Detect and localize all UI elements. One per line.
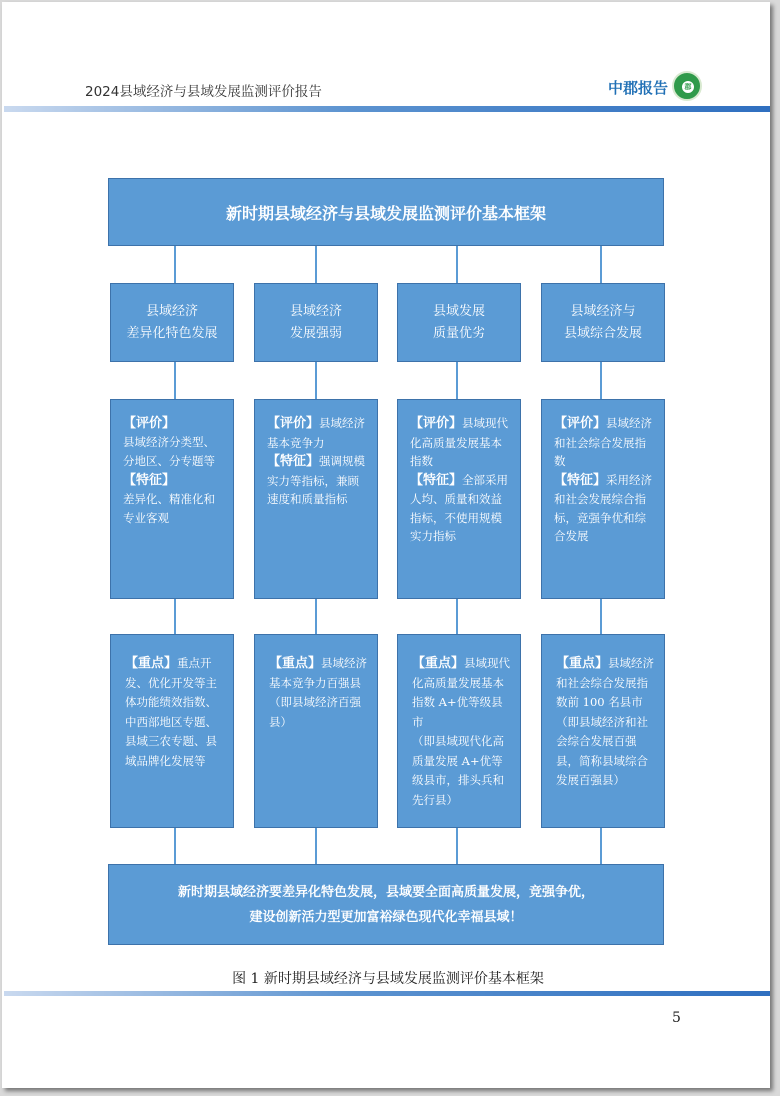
- tag-focus: 【重点】: [556, 656, 609, 671]
- detail-line: [123, 490, 223, 528]
- tag-feature: 【特征】: [123, 473, 176, 488]
- brand-name: 中郡报告: [608, 79, 669, 97]
- focus-box: [110, 634, 234, 828]
- connector: [315, 599, 317, 634]
- tag-feature: 【特征】: [410, 472, 463, 488]
- connector: [456, 362, 458, 399]
- connector: [174, 599, 176, 634]
- detail-box: [541, 399, 665, 599]
- focus-box: [254, 634, 378, 828]
- connector: [600, 599, 602, 634]
- detail-text: 采用经济和社会发展综合指标，竞强争优和综合发展: [554, 472, 653, 543]
- detail-line: [123, 433, 223, 471]
- tag-focus: 【重点】: [269, 656, 322, 671]
- focus-box: [541, 634, 665, 828]
- connector: [600, 828, 602, 864]
- tag-evaluation: 【评价】: [554, 416, 607, 431]
- detail-text: 差异化、精准化和专业客观: [123, 492, 215, 525]
- focus-text: 重点开发、优化开发等主体功能绩效指数、中西部地区专题、县域三农专题、县域品牌化发展等: [125, 656, 217, 768]
- tag-evaluation: 【评价】: [410, 416, 463, 431]
- tag-focus: 【重点】: [125, 656, 178, 671]
- tag-feature: 【特征】: [554, 472, 607, 488]
- diagram-title: 新时期县域经济与县域发展监测评价基本框架: [108, 178, 664, 246]
- detail-text: 县域现代化高质量发展基本指数: [410, 416, 509, 468]
- report-title: 2024县域经济与县域发展监测评价报告: [85, 84, 322, 100]
- detail-text: 县域经济基本竞争力: [267, 416, 366, 450]
- column-heading: 县域经济 发展强弱: [254, 283, 378, 362]
- focus-text: 县域现代化高质量发展基本指数 A+优等级县市 （即县域现代化高质量发展 A+优等级县市，排头兵和先行县）: [412, 656, 511, 807]
- connector: [600, 246, 602, 283]
- tag-feature: 【特征】: [267, 454, 320, 469]
- focus-text: 县域经济基本竞争力百强县（即县域经济百强县）: [269, 656, 368, 729]
- detail-box: [254, 399, 378, 599]
- header-rule: [4, 106, 770, 112]
- detail-box: [110, 399, 234, 599]
- tag-evaluation: 【评价】: [123, 416, 176, 431]
- tag-evaluation: 【评价】: [267, 416, 320, 431]
- connector: [456, 246, 458, 283]
- column-heading: 县域发展 质量优劣: [397, 283, 521, 362]
- logo-mark: 郡: [681, 80, 695, 94]
- footer-rule: [4, 991, 770, 996]
- brand-logo-icon: [672, 71, 702, 101]
- column-heading: 县域经济 差异化特色发展: [110, 283, 234, 362]
- connector: [600, 362, 602, 399]
- connector: [456, 828, 458, 864]
- detail-text: 全部采用人均、质量和效益指标，不使用规模实力指标: [410, 472, 509, 543]
- detail-text: 县域经济分类型、分地区、分专题等: [123, 435, 215, 468]
- connector: [174, 362, 176, 399]
- connector: [174, 246, 176, 283]
- page-number: 5: [672, 1010, 681, 1026]
- detail-line: [123, 471, 223, 490]
- connector: [315, 362, 317, 399]
- connector: [315, 828, 317, 864]
- detail-text: 强调规模实力等指标，兼顾速度和质量指标: [267, 454, 366, 506]
- conclusion-line: 建设创新活力型更加富裕绿色现代化幸福县域！: [249, 909, 523, 925]
- detail-box: [397, 399, 521, 599]
- detail-text: 县域经济和社会综合发展指数: [554, 416, 653, 468]
- connector: [174, 828, 176, 864]
- conclusion-box: [108, 864, 664, 945]
- column-heading: 县域经济与 县域综合发展: [541, 283, 665, 362]
- figure-caption: 图 1 新时期县域经济与县域发展监测评价基本框架: [232, 971, 544, 987]
- tag-focus: 【重点】: [412, 656, 465, 671]
- focus-text: 县域经济和社会综合发展指数前 100 名县市（即县域经济和社会综合发展百强县，简称县域综合发展百强县）: [556, 656, 655, 787]
- connector: [456, 599, 458, 634]
- conclusion-line: 新时期县域经济要差异化特色发展，县域要全面高质量发展，竞强争优，: [177, 884, 594, 900]
- detail-line: [123, 414, 223, 433]
- connector: [315, 246, 317, 283]
- focus-box: [397, 634, 521, 828]
